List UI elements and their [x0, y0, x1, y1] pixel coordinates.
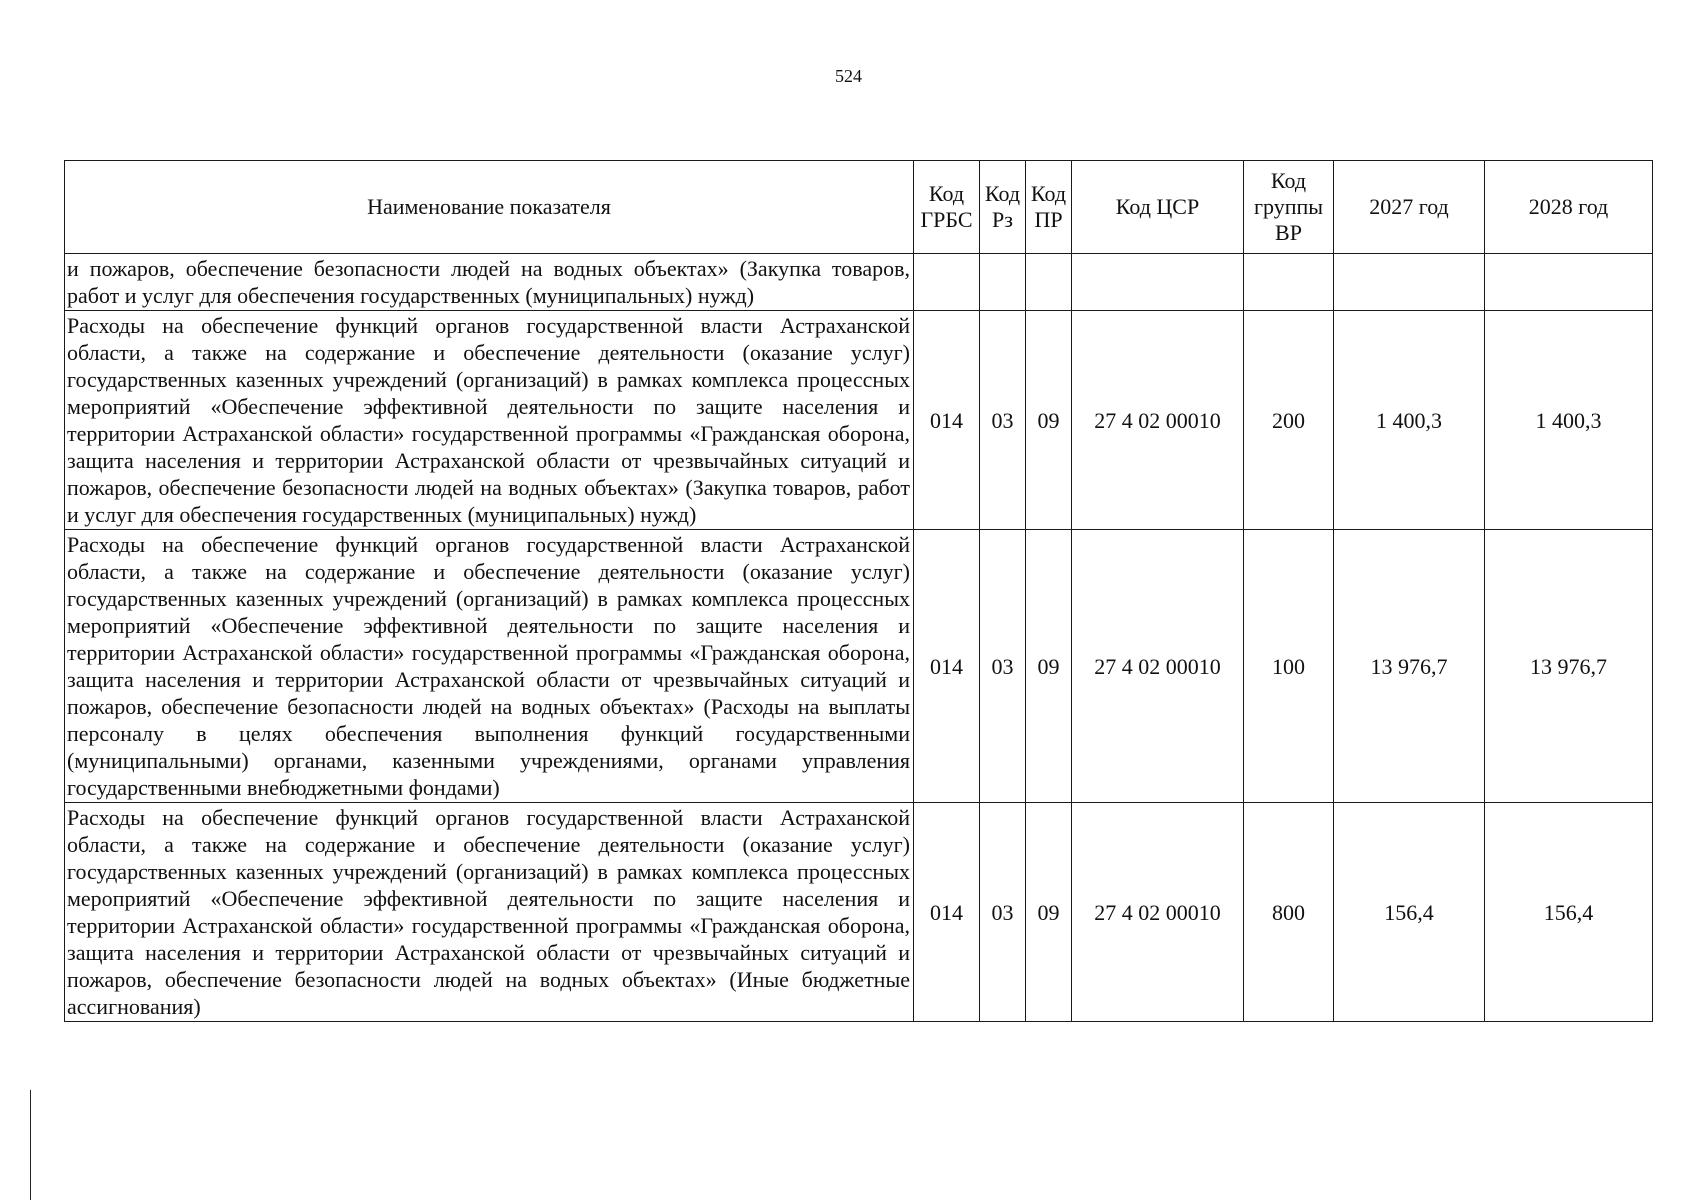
row-2027: 13 976,7: [1334, 530, 1485, 803]
row-2028: [1485, 254, 1653, 311]
row-vr: [1244, 254, 1334, 311]
row-pr: [1026, 254, 1072, 311]
header-name: Наименование показателя: [65, 161, 914, 254]
row-pr: 09: [1026, 803, 1072, 1022]
row-vr: 100: [1244, 530, 1334, 803]
row-grbs: 014: [914, 311, 980, 530]
row-vr: 200: [1244, 311, 1334, 530]
header-pr: Код ПР: [1026, 161, 1072, 254]
table-row: [65, 803, 1653, 1022]
row-rz: [980, 254, 1026, 311]
row-pr: 09: [1026, 530, 1072, 803]
row-csr: [1072, 254, 1244, 311]
row-csr: 27 4 02 00010: [1072, 311, 1244, 530]
row-rz: 03: [980, 803, 1026, 1022]
table-row: [65, 530, 1653, 803]
row-csr: 27 4 02 00010: [1072, 803, 1244, 1022]
row-name: Расходы на обеспечение функций органов государственной власти Астраханской области, а также на содержание и обеспечение деятельности (оказание услуг) государственных казенных учреждений (организаций) в рамках комплекса процессных мероприятий «Обеспечение эффективной деятельности по защите населения и территории Астраханской области» государственной программы «Гражданская оборона, защита населения и территории Астраханской области от чрезвычайных ситуаций и пожаров, обеспечение безопасности людей на водных объектах» (Закупка товаров, работ и услуг для обеспечения государственных (муниципальных) нужд): [65, 311, 914, 530]
row-2028: 13 976,7: [1485, 530, 1653, 803]
row-grbs: 014: [914, 530, 980, 803]
row-grbs: [914, 254, 980, 311]
row-pr: 09: [1026, 311, 1072, 530]
header-2028: 2028 год: [1485, 161, 1653, 254]
table-row: [65, 254, 1653, 311]
row-vr: 800: [1244, 803, 1334, 1022]
table-header-row: [65, 161, 1653, 254]
row-2027: [1334, 254, 1485, 311]
left-margin-line: [30, 1090, 31, 1200]
row-2027: 156,4: [1334, 803, 1485, 1022]
table-row: [65, 311, 1653, 530]
header-csr: Код ЦСР: [1072, 161, 1244, 254]
row-2028: 156,4: [1485, 803, 1653, 1022]
header-grbs: Код ГРБС: [914, 161, 980, 254]
row-name: и пожаров, обеспечение безопасности людей на водных объектах» (Закупка товаров, работ и услуг для обеспечения государственных (муниципальных) нужд): [65, 254, 914, 311]
header-vr: Код группы ВР: [1244, 161, 1334, 254]
header-rz: Код Рз: [980, 161, 1026, 254]
row-rz: 03: [980, 530, 1026, 803]
row-2027: 1 400,3: [1334, 311, 1485, 530]
row-grbs: 014: [914, 803, 980, 1022]
row-name: Расходы на обеспечение функций органов государственной власти Астраханской области, а также на содержание и обеспечение деятельности (оказание услуг) государственных казенных учреждений (организаций) в рамках комплекса процессных мероприятий «Обеспечение эффективной деятельности по защите населения и территории Астраханской области» государственной программы «Гражданская оборона, защита населения и территории Астраханской области от чрезвычайных ситуаций и пожаров, обеспечение безопасности людей на водных объектах» (Иные бюджетные ассигнования): [65, 803, 914, 1022]
budget-table: [64, 160, 1653, 1022]
row-name: Расходы на обеспечение функций органов государственной власти Астраханской области, а также на содержание и обеспечение деятельности (оказание услуг) государственных казенных учреждений (организаций) в рамках комплекса процессных мероприятий «Обеспечение эффективной деятельности по защите населения и территории Астраханской области» государственной программы «Гражданская оборона, защита населения и территории Астраханской области от чрезвычайных ситуаций и пожаров, обеспечение безопасности людей на водных объектах» (Расходы на выплаты персоналу в целях обеспечения выполнения функций государственными (муниципальными) органами, казенными учреждениями, органами управления государственными внебюджетными фондами): [65, 530, 914, 803]
row-rz: 03: [980, 311, 1026, 530]
row-csr: 27 4 02 00010: [1072, 530, 1244, 803]
header-2027: 2027 год: [1334, 161, 1485, 254]
page-number: 524: [835, 66, 862, 86]
row-2028: 1 400,3: [1485, 311, 1653, 530]
